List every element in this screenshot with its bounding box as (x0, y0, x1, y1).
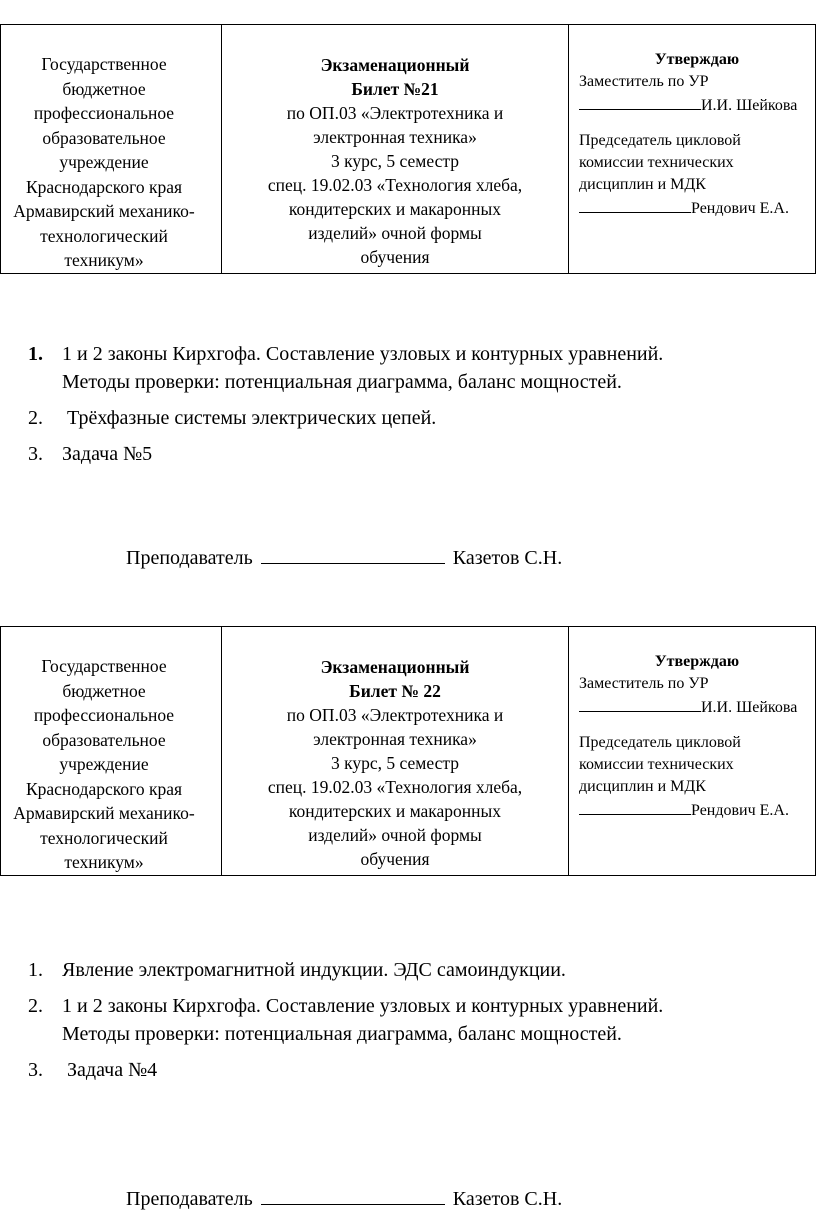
question-text: 1 и 2 законы Кирхгофа. Составление узловых и контурных уравнений. (62, 995, 664, 1017)
question-number: 1. (28, 959, 43, 981)
ticket-desc-line: кондитерских и макаронных (288, 199, 502, 219)
teacher-name: Казетов С.Н. (452, 547, 563, 569)
ticket-desc-line: по ОП.03 «Электротехника и (286, 705, 504, 725)
institution-line: образовательное (42, 127, 166, 148)
question-text: Задача №5 (62, 443, 153, 465)
institution-line: Государственное (41, 54, 167, 74)
spacer (579, 719, 815, 732)
signature-blank (261, 543, 445, 564)
question-text: Методы проверки: потенциальная диаграмма, баланс мощностей. (62, 371, 622, 393)
question-item (28, 404, 808, 432)
question-text: Явление электромагнитной индукции. ЭДС самоиндукции. (62, 959, 566, 981)
teacher-signature (126, 1184, 562, 1213)
signature-blank (261, 1184, 445, 1205)
question-item (28, 956, 808, 984)
approval-role-line: дисциплин и МДК (579, 176, 706, 193)
question-number: 1. (28, 343, 43, 365)
ticket-header (0, 626, 816, 876)
question-item (28, 992, 808, 1048)
institution-line: технологический (40, 225, 168, 246)
institution-line: Государственное (41, 656, 167, 676)
question-number: 3. (28, 443, 43, 465)
approval-name: Рендович Е.А. (691, 802, 789, 819)
ticket-title-cell (222, 627, 569, 876)
signature-blank (579, 695, 701, 712)
institution-line: Армавирский механико- (13, 201, 195, 221)
approval-role-line: Председатель цикловой (579, 734, 741, 751)
approval-signature-line (579, 695, 815, 719)
ticket-title-cell (222, 25, 569, 274)
ticket-number: Билет № 22 (349, 681, 441, 701)
question-item (28, 340, 808, 396)
spacer (579, 117, 815, 130)
ticket-desc-line: электронная техника» (313, 127, 477, 147)
question-number: 2. (28, 407, 43, 429)
question-number: 2. (28, 995, 43, 1017)
ticket-desc-line: спец. 19.02.03 «Технология хлеба, (267, 175, 523, 195)
question-text: Трёхфазные системы электрических цепей. (62, 407, 437, 429)
teacher-label: Преподаватель (126, 1188, 253, 1210)
approval-signature-line (579, 93, 815, 117)
question-list (28, 340, 808, 468)
approval-role: Заместитель по УР (579, 73, 709, 90)
ticket-desc-line: 3 курс, 5 семестр (331, 151, 459, 171)
approval-title: Утверждаю (654, 653, 740, 670)
ticket-desc-line: обучения (360, 247, 430, 267)
approval-role-line: комиссии технических (579, 756, 734, 773)
teacher-name: Казетов С.Н. (452, 1188, 563, 1210)
approval-name: И.И. Шейкова (701, 97, 798, 114)
ticket-desc-line: кондитерских и макаронных (288, 801, 502, 821)
approval-role-line: дисциплин и МДК (579, 778, 706, 795)
approval-role-line: Председатель цикловой (579, 132, 741, 149)
question-item (28, 1056, 808, 1084)
ticket-desc-line: спец. 19.02.03 «Технология хлеба, (267, 777, 523, 797)
ticket-desc-line: обучения (360, 849, 430, 869)
approval-signature-line (579, 196, 815, 220)
question-list (28, 956, 808, 1084)
ticket-desc-line: электронная техника» (313, 729, 477, 749)
institution-line: бюджетное (62, 78, 146, 99)
institution-cell (1, 627, 222, 876)
question-text: 1 и 2 законы Кирхгофа. Составление узловых и контурных уравнений. (62, 343, 664, 365)
teacher-label: Преподаватель (126, 547, 253, 569)
institution-line: образовательное (42, 729, 166, 750)
ticket-number: Билет №21 (351, 79, 439, 99)
approval-name: И.И. Шейкова (701, 699, 798, 716)
institution-line: Краснодарского края (25, 778, 183, 799)
institution-line: учреждение (59, 754, 149, 774)
approval-signature-line (579, 798, 815, 822)
ticket-desc-line: по ОП.03 «Электротехника и (286, 103, 504, 123)
institution-line: бюджетное (62, 680, 146, 701)
institution-line: профессиональное (33, 705, 175, 725)
ticket-desc-line: изделий» очной формы (308, 825, 482, 845)
teacher-signature (126, 543, 562, 572)
ticket-title: Экзаменационный (320, 657, 470, 677)
institution-line: технологический (40, 827, 168, 848)
institution-line: Краснодарского края (25, 176, 183, 197)
question-text: Методы проверки: потенциальная диаграмма, баланс мощностей. (62, 1023, 622, 1045)
institution-line: Армавирский механико- (13, 803, 195, 823)
approval-role-line: комиссии технических (579, 154, 734, 171)
institution-line: техникум» (64, 852, 144, 872)
ticket-desc-line: 3 курс, 5 семестр (331, 753, 459, 773)
approval-cell (569, 627, 816, 876)
approval-cell (569, 25, 816, 274)
institution-line: профессиональное (33, 103, 175, 123)
institution-line: техникум» (64, 250, 144, 270)
institution-line: учреждение (59, 152, 149, 172)
ticket-header (0, 24, 816, 274)
signature-blank (579, 93, 701, 110)
institution-cell (1, 25, 222, 274)
ticket-title: Экзаменационный (320, 55, 470, 75)
approval-name: Рендович Е.А. (691, 200, 789, 217)
question-item (28, 440, 808, 468)
question-number: 3. (28, 1059, 43, 1081)
signature-blank (579, 196, 691, 213)
approval-title: Утверждаю (654, 51, 740, 68)
ticket-desc-line: изделий» очной формы (308, 223, 482, 243)
question-text: Задача №4 (62, 1059, 158, 1081)
signature-blank (579, 798, 691, 815)
approval-role: Заместитель по УР (579, 675, 709, 692)
